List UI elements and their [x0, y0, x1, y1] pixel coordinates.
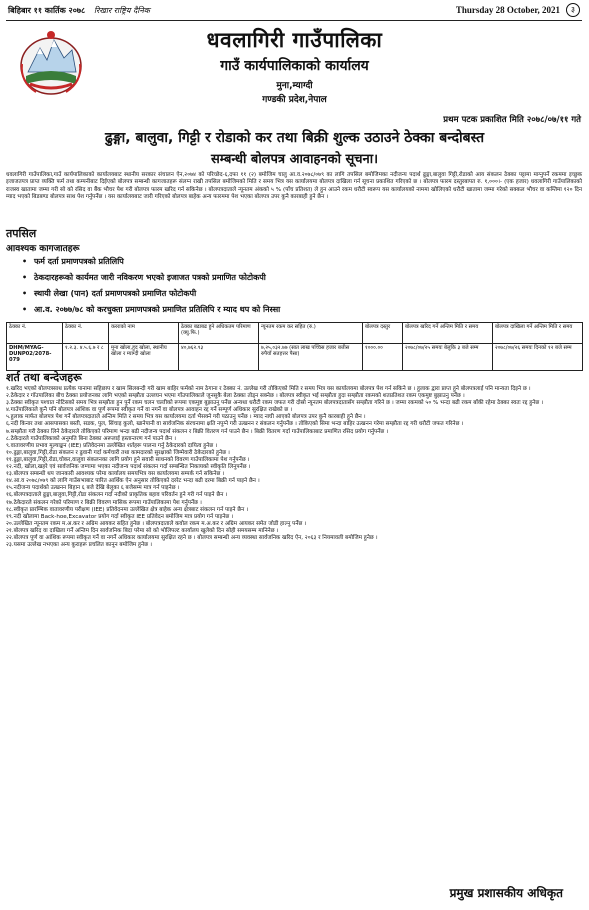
section-required-documents: आवश्यक कागजातहरू — [6, 244, 80, 254]
term-item: १७.ठेकेदारले संकलन गरेको परिमाण र बिक्री विवरण मासिक रूपमा गाउँपालिकामा पेश गर्नुपर्नेछ । — [6, 499, 202, 506]
term-item: १४.आ.व २०७८/०७९ को लागि गाउँसभाबाट पारित आर्थिक ऐन अनुसार तोकिएको दररेट भन्दा बढी दरमा बिक्री गर्न पाइने छैन । — [6, 478, 260, 485]
term-item: ४.गाउँपालिकाले कुनै पनि बोलपत्र आंशिक वा पूर्ण रूपमा स्वीकृत गर्ने वा नगर्ने वा बोलपत्र आवाहन रद्द गर्ने सम्पूर्ण अधिकार सुरक्षित राखेको छ । — [6, 407, 293, 414]
page-number: ३ — [566, 3, 580, 17]
notice-headline: ढुङ्गा, बालुवा, गिट्टी र रोडाको कर तथा बिक्री शुल्क उठाउने ठेक्का बन्दोबस्त — [104, 130, 485, 146]
term-item: २१.बोलपत्र खरिद वा दाखिला गर्ने अन्तिम दिन सार्वजनिक बिदा परेमा सो को भोलिपल्ट कार्यालय खुलेको दिन सोही समयसम्म मानिनेछ । — [6, 527, 279, 534]
table-row — [7, 344, 583, 371]
signatory-title: प्रमुख प्रशासकीय अधिकृत — [449, 886, 563, 900]
section-terms: शर्त तथा बन्देजहरू — [6, 371, 82, 384]
term-item: १९.नदी खोलामा Back-hoe,Excavator प्रयोग गर्दा स्वीकृत IEE प्रतिवेदन बमोजिम मात्र प्रयोग गर्न पाइनेछ । — [6, 513, 234, 520]
term-item: १६.बोलपत्रदाताले ढुङ्गा,बालुवा,गिट्टी,रोडा संकलन गर्दा नदीको प्राकृतिक बहाव परिवर्तन हुने गरी गर्न पाइने छैन । — [6, 492, 228, 499]
term-item: ८.ठेकेदारले गाउँपालिकाको अनुमति बिना ठेक्का अरूलाई हस्तान्तरण गर्न पाउने छैन । — [6, 435, 176, 442]
office-place: मुना,म्याग्दी — [276, 81, 313, 91]
office-subtitle: गाउँ कार्यपालिकाको कार्यालय — [220, 58, 369, 74]
table-cell: २०७८/०७/२६ समयः दिनको १२ बजे सम्म — [493, 344, 583, 371]
term-item: २२.बोलपत्र पूर्ण वा आंशिक रूपमा स्वीकृत गर्ने वा नगर्ने अधिकार कार्यालयमा सुरक्षित रहने छ । बोलपत्र सम्बन्धी अन्य व्यवस्था सार्वजनिक खरिद ऐन, २०६३ र नियमावली बमोजिम हुनेछ । — [6, 534, 378, 541]
table-header-cell: ठेक्का नं. — [7, 323, 63, 344]
term-item: १२.नदी, खोला,खहरे एवं सार्वजनिक जग्गामा भएका नदीजन्य पदार्थ संकलन गर्दा सम्बन्धित निकायको स्वीकृति लिनुपर्नेछ । — [6, 464, 251, 471]
publication-date: प्रथम पटक प्रकाशित मिति २०७८/०७/११ गते — [443, 115, 581, 125]
office-name: धवलागिरी गाउँपालिका — [206, 28, 383, 52]
terms-list — [6, 386, 582, 549]
table-cell: ७,२५,०३२.७७ (सात लाख पच्चिस हजार बत्तीस रुपैयाँ सतहत्तर पैसा) — [259, 344, 363, 371]
contract-table — [6, 322, 583, 371]
table-cell: मुना खोला,हुद खोला, स्थानीय खोला र म्याग्दी खोला — [109, 344, 179, 371]
table-header-cell: ठेक्का बढाबढ हुने अधिकतम परिमाण (क्यु.फि.) — [179, 323, 259, 344]
required-documents-list — [20, 254, 580, 318]
document-item: • आ.व. २०७७/७८ को करचुक्ता प्रमाणपत्रको प्रमाणित प्रतिलिपि र म्याद थप को निस्सा — [20, 302, 580, 318]
table-cell: २०७८/०७/२५ समयः बेलुकि ३ बजे सम्म — [403, 344, 493, 371]
notice-headline-line2: सम्बन्धी बोलपत्र आवाहनको सूचना। — [210, 152, 379, 167]
table-header-cell: न्यूनतम रकम कर सहित (रु.) — [259, 323, 363, 344]
term-item: १५.नदीजन्य पदार्थको उत्खनन बिहान ६ बजे देखि बेलुका ६ बजेसम्म मात्र गर्न पाइनेछ । — [6, 485, 180, 492]
table-cell: DHM/MYAG-DUNP02/2078-079 — [7, 344, 63, 371]
term-item: ९.वातावरणीय प्रभाव मूल्याङ्कन (IEE) प्रतिवेदनमा उल्लेखित शर्तहरू पालना गर्नु ठेकेदारको दायित्व हुनेछ । — [6, 442, 218, 449]
term-item: ३.ठेक्का स्वीकृत पश्चात नोटिसको समय भित्र सम्झौता हुन पुर्ने रकम चलन चल्तीको रूपमा एकमुष्ट बुझाउनु पर्नेछ अन्यथा धरौटी रकम जफत गरी दोस्रो न्यूनतम बोलपत्रदातासँग सम्झौता गरिने छ । जम्मा रकमको ५० % भन्दा बढी रकम बाँकी रहेमा ठेक्का स्वतः रद्द हुनेछ । — [6, 400, 544, 407]
table-cell: १.२.३. ४.५.६.७ र ८ — [63, 344, 109, 371]
table-header-cell: बोलपत्र दाखिला गर्ने अन्तिम मिति र समय — [493, 323, 583, 344]
header-date-nepali: बिहिबार ११ कार्तिक २०७८ — [8, 6, 86, 15]
table-cell: ४०,७६२.९३ — [179, 344, 259, 371]
term-item: १०.ढुङ्गा,बालुवा,गिट्टी,रोडा संकलन र ढुवानी गर्दा कर्मचारी तथा कामदारको सुरक्षाको जिम्मेवारी ठेकेदारको हुनेछ । — [6, 449, 230, 456]
table-header-row — [7, 323, 583, 344]
term-item: ६.नदी किनार तथा आसपासका बस्ती, सडक, पुल, सिंचाइ कुलो, खानेपानी वा सार्वजनिक संरचनामा क्षति नपुग्ने गरी उत्खनन र संकलन गर्नुपर्नेछ । तोकिएको सिमा भन्दा बाहिर उत्खनन गरेमा सम्झौता रद्द गरी धरौटी जफत गरिनेछ । — [6, 421, 464, 428]
term-item: २.ठेकेदार र गाँउपालिका बीच ठेक्का प्रयोजनका लागि भएको सम्झौता उल्लघन भएमा गाँउपालिकाले जुनसुकै बेला ठेक्का तोड्न सक्नेछ । बोलपत्र स्वीकृत भई सम्झौता हुदा सम्झौता रकमको शतप्रतिशत रकम एकमुष्ट बुझाउनु पर्नेछ । — [6, 393, 465, 400]
office-province: गण्डकी प्रदेश,नेपाल — [262, 95, 327, 105]
document-item: • ठेकदारहरूको कार्यमत जारी नविकरण भएको इजाजत पत्रको प्रमाणित फोटोकपी — [20, 270, 580, 286]
document-item: • स्थायी लेखा (पान) दर्ता प्रमाणपत्रको प्रमाणित फोटोकपी — [20, 286, 580, 302]
notice-intro-paragraph: धवलागिरी गाउँपालिका,गाउँ कार्यपालिकाको कार्यालयबाट स्थानीय सरकार संचालन ऐन,२०७४ को परिच्छेद-६,दफा ११ (२) बमोजिम चालु आ.व.२०७८/०७९ का लागि तपसिल बमोजिमका नदीजन्य पदार्थ ढुङ्गा,बालुवा गिट्टी,रोडाको आय संकलन ठेक्का पट्टामा माग्नुपर्ने रकममा इच्छुक इजाजतपत्र प्राप्त व्यक्ति फर्म तथा कम्पनीबाट दिईएको बोलपत्र सम्बन्धी कागजातहरू संलग्न राखी तपसिल बमोजिमको मिति र समय भित्र यस कार्यालयमा बोलपत्र दाखिला गर्न सूचना प्रकाशित गरिएको छ । बोलपत्र फारम दस्तुरबापत रु. १,०००।- (एक हजार) धवलागिरी गाउँपालिकाको राजस्व खातामा जम्मा गरी सो को रसिद वा बैंक भौचर पेश गरी बोलपत्र फारम खरिद गर्न सकिनेछ । बोलपत्रदाताले न्यूनतम अंकको ५ % (पाँच प्रतिशत) ले हुन आउने रकम धरौटी स्वरूप यस कार्यालयको नाममा खोलिएको धरौटी खातामा जम्मा गरेको सक्कल भौचर वा कम्तिमा १२० दिन म्याद भएको बिडबण्ड बोलपत्र साथ पेश गर्नुपर्नेछ । यस कार्यालयबाट जारी गरिएको बोलपत्र बाहेक अन्य फारममा पेश भएका बोलपत्र उपर कुनै कारबाही हुने छैन । — [6, 172, 582, 200]
newspaper-name: रिखार राष्ट्रिय दैनिक — [94, 6, 150, 15]
section-tapasil: तपसिल — [6, 227, 37, 240]
header-date-english: Thursday 28 October, 2021 — [455, 5, 560, 15]
term-item: ७.सम्झौता गरी ठेक्का लिने ठेकेदारले तोकिएको परिमाण भन्दा बढी नदीजन्य पदार्थ संकलन र बिक्री वितरण गर्न पाउने छैन । बिक्री वितरण गर्दा गाउँपालिकाबाट प्रमाणित रसिद प्रयोग गर्नुपर्नेछ । — [6, 428, 389, 435]
table-header-cell: ठेक्का नं. — [63, 323, 109, 344]
term-item: १८.स्वीकृत प्रारम्भिक वातावरणीय परीक्षण (IEE) प्रतिवेदनमा उल्लेखित क्षेत्र बाहेक अन्य क्षेत्रबाट संकलन गर्न पाइने छैन । — [6, 506, 249, 513]
table-header-cell: करराको नाम — [109, 323, 179, 344]
newspaper-header — [6, 2, 582, 21]
table-cell: १०००.०० — [363, 344, 403, 371]
term-item: १३.बोलपत्र सम्बन्धी थप जानकारी आवश्यक परेमा कार्यालय समयभित्र यस कार्यालयमा सम्पर्क गर्न सकिनेछ । — [6, 471, 225, 478]
table-header-cell: बोलपत्र दस्तुर — [363, 323, 403, 344]
term-item: ११.ढुङ्गा,बालुवा,गिट्टी,रोडा,चोकर,वालुवा संकलनका लागि प्रयोग हुने सवारी साधनको विवरण गाउँपालिकामा पेश गर्नुपर्नेछ । — [6, 456, 250, 463]
document-item: • फर्म दर्ता प्रमाणपत्रको प्रतिलिपि — [20, 254, 580, 270]
term-item: १.खरिद भएको बोलपत्रसाथ प्रत्येक पानामा सहिछाप र खाम सिलबन्दी गरी खाम बाहिर फर्मको नाम ठेगाना र ठेक्का नं. उल्लेख गरी तोकिएको मिति र समय भित्र यस कार्यालयमा बोलपत्र पेश गर्न सकिने छ । हुलाक द्वारा प्राप्त हुने बोलपत्रलाई पनि मान्यता दिइने छ । — [6, 386, 531, 392]
term-item: ५.हुलाक मार्फत बोलपत्र पेश गर्ने बोलपत्रदाताले अन्तिम मिति र समय भित्र यस कार्यालयमा दर्ता भैसक्ने गरी पठाउनु पर्नेछ । म्याद नाघी आएको बोलपत्र उपर कुनै कारबाही हुने छैन । — [6, 414, 366, 421]
term-item: २३.यसमा उल्लेख नभएका अन्य कुराहरू प्रचलित कानून बमोजिम हुनेछ । — [6, 542, 152, 549]
term-item: २०.उल्लेखित न्यूनतम रकम म.अ.कर र अग्रिम आयकर सहित हुनेछ । बोलपत्रदाताले कवोल रकम म.अ.कर र अग्रिम आयकर समेत जोडी हाल्नु पर्नेछ । — [6, 520, 307, 527]
table-header-cell: बोलपत्र खरिद गर्ने अन्तिम मिति र समय — [403, 323, 493, 344]
